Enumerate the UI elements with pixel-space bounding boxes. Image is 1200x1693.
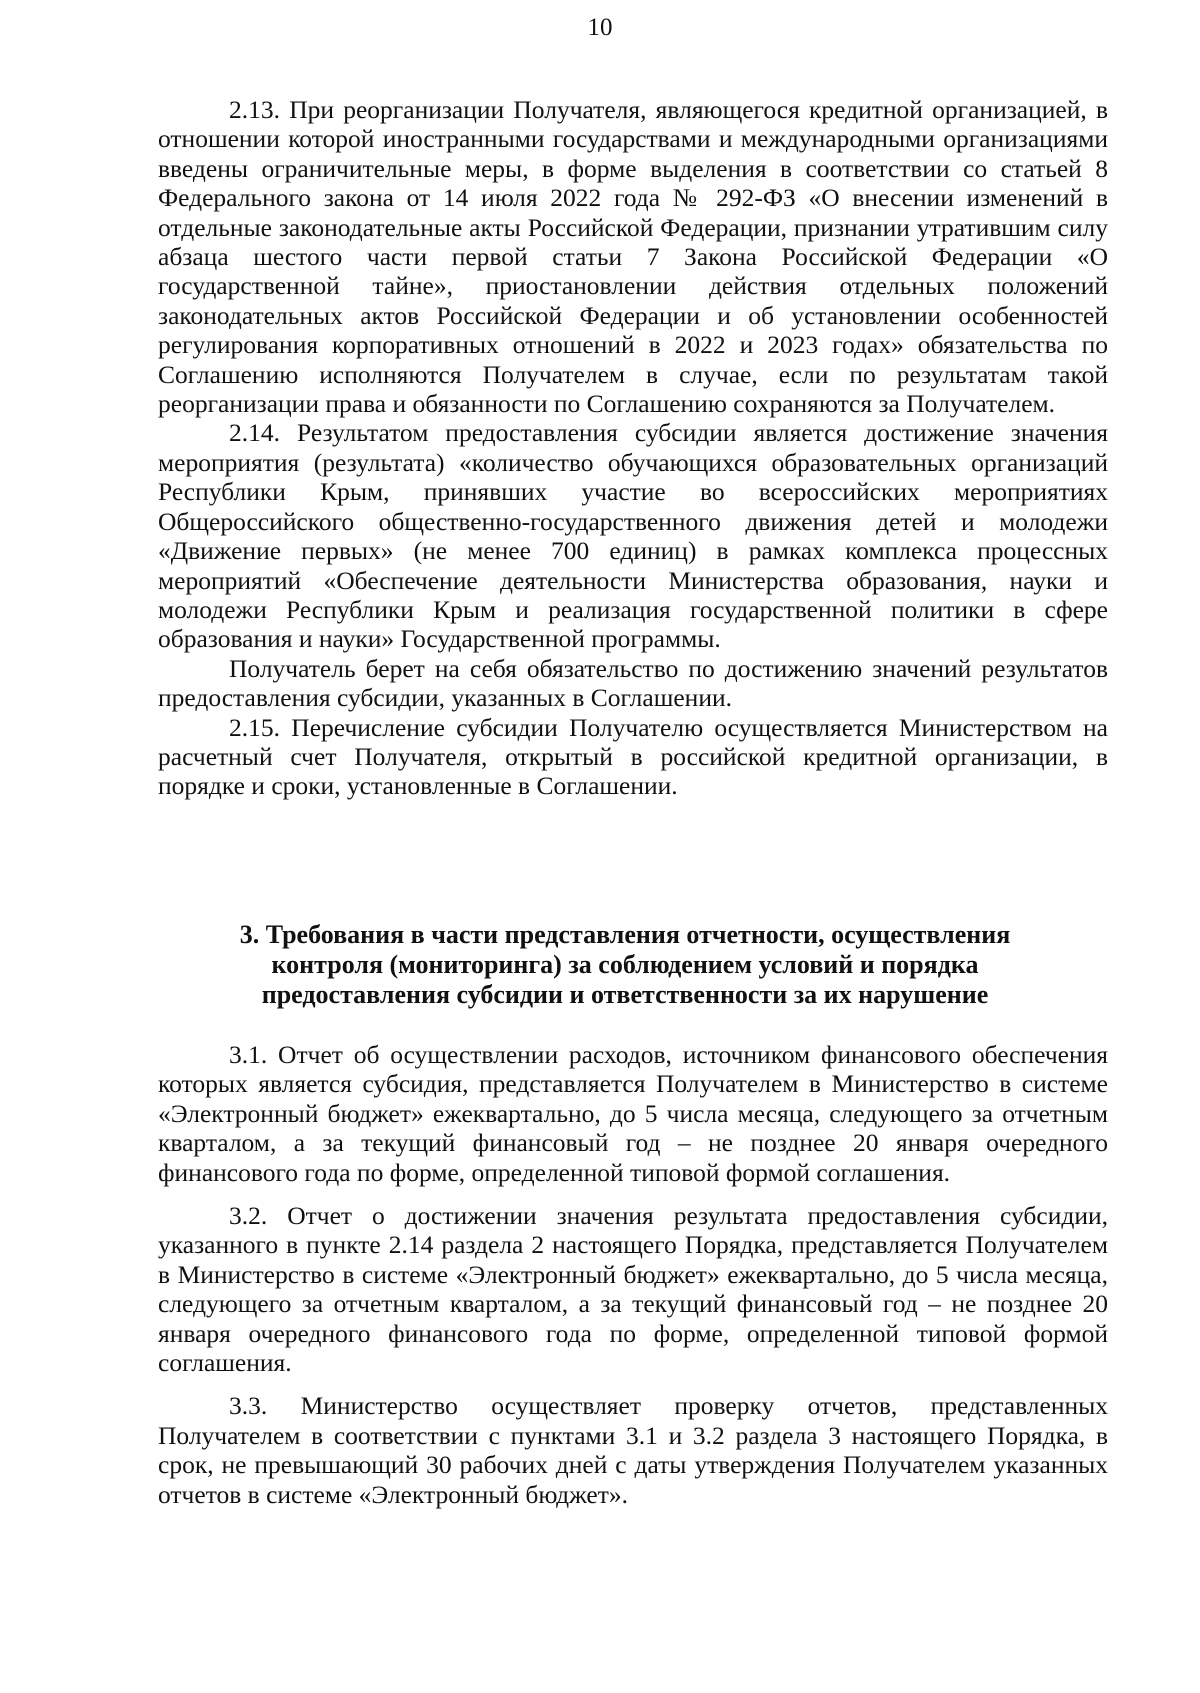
paragraph-2-14: 2.14. Результатом предоставления субсидии является достижение значения мероприятия (результата) «количество обучающихся образовательных организаций Республики Крым, принявших участие во всероссийских мероприятиях Общероссийского общественно-государственного движения детей и молодежи «Движение первых» (не менее 700 единиц) в рамках комплекса процессных мероприятий «Обеспечение деятельности Министерства образования, науки и молодежи Республики Крым и реализация государственной политики в сфере образования и науки» Государственной программы.: [158, 418, 1108, 654]
heading-line: 3. Требования в части представления отчетности, осуществления: [239, 920, 1011, 949]
paragraph-2-14-obligation: Получатель берет на себя обязательство по достижению значений результатов предоставления субсидии, указанных в Соглашении.: [158, 653, 1108, 713]
heading-line: контроля (мониторинга) за соблюдением условий и порядка: [271, 950, 979, 979]
paragraph-2-13: 2.13. При реорганизации Получателя, являющегося кредитной организацией, в отношении которой иностранными государствами и международными организациями введены ограничительные меры, в форме выделения в соответствии со статьей 8 Федерального закона от 14 июля 2022 года № 292-ФЗ «О внесении изменений в отдельные законодательные акты Российской Федерации, признании утратившим силу абзаца шестого части первой статьи 7 Закона Российской Федерации «О государственной тайне», приостановлении действия отдельных положений законодательных актов Российской Федерации и об установлении особенностей регулирования корпоративных отношений в 2022 и 2023 годах» обязательства по Соглашению исполняются Получателем в случае, если по результатам такой реорганизации права и обязанности по Соглашению сохраняются за Получателем.: [158, 95, 1108, 419]
heading-line: предоставления субсидии и ответственности за их нарушение: [261, 980, 989, 1009]
page-number: 10: [587, 14, 613, 41]
section-2-block: [158, 95, 1108, 801]
paragraph-2-15: 2.15. Перечисление субсидии Получателю осуществляется Министерством на расчетный счет Получателя, открытый в российской кредитной организации, в порядке и сроки, установленные в Соглашении.: [158, 712, 1108, 801]
paragraph-3-3: 3.3. Министерство осуществляет проверку отчетов, представленных Получателем в соответствии с пунктами 3.1 и 3.2 раздела 3 настоящего Порядка, в срок, не превышающий 30 рабочих дней с даты утверждения Получателем указанных отчетов в системе «Электронный бюджет».: [158, 1391, 1108, 1509]
paragraph-3-1: 3.1. Отчет об осуществлении расходов, источником финансового обеспечения которых является субсидия, представляется Получателем в Министерство в системе «Электронный бюджет» ежеквартально, до 5 числа месяца, следующего за отчетным кварталом, а за текущий финансовый год – не позднее 20 января очередного финансового года по форме, определенной типовой формой соглашения.: [158, 1040, 1108, 1187]
section-3-heading: [180, 920, 1070, 1010]
paragraph-3-2: 3.2. Отчет о достижении значения результата предоставления субсидии, указанного в пункте 2.14 раздела 2 настоящего Порядка, представляется Получателем в Министерство в системе «Электронный бюджет» ежеквартально, до 5 числа месяца, следующего за отчетным кварталом, а за текущий финансовый год – не позднее 20 января очередного финансового года по форме, определенной типовой формой соглашения.: [158, 1201, 1108, 1378]
section-3-block: [158, 1040, 1108, 1509]
